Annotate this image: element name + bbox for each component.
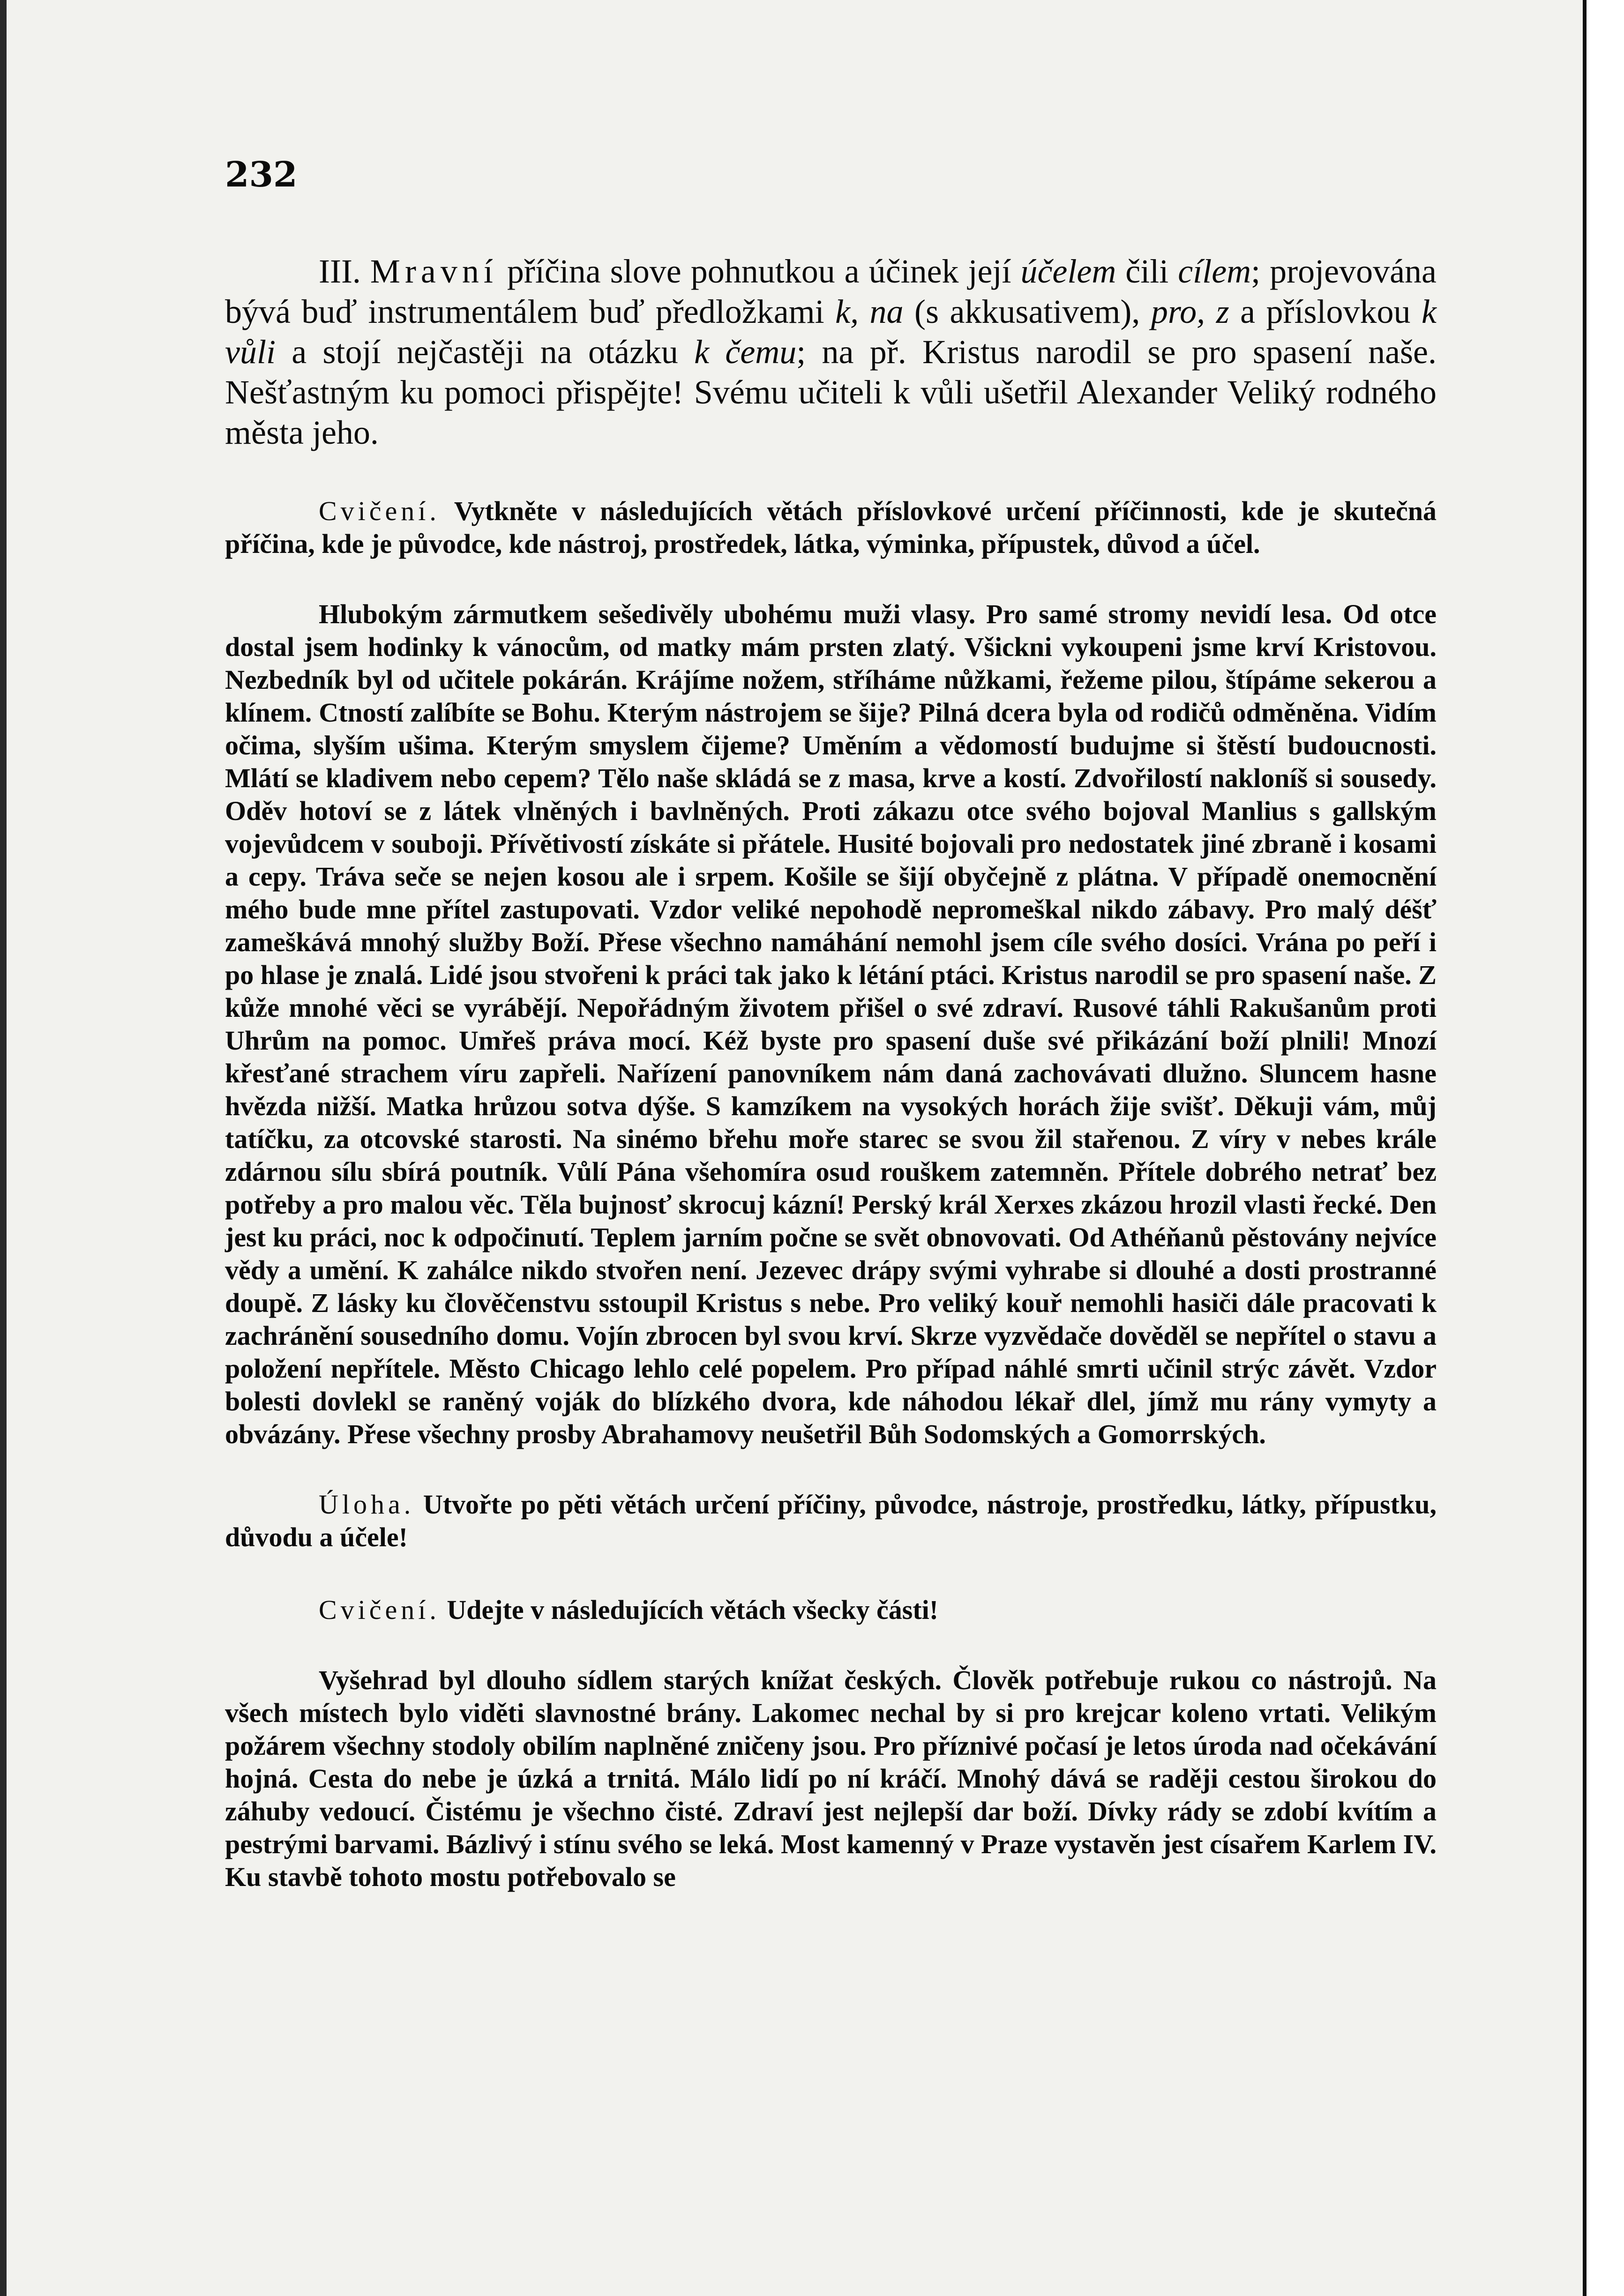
intro-italic: k vůli xyxy=(225,293,1437,371)
page-edge-shadow xyxy=(0,0,7,2296)
intro-italic: účelem xyxy=(1020,253,1116,290)
intro-italic: pro, z xyxy=(1151,293,1229,330)
intro-text: příčina slove pohnutkou a účinek její xyxy=(497,253,1021,290)
page-content xyxy=(225,155,1437,1893)
exercise-1-sentences: Hlubokým zármutkem sešedivěly ubohému muži vlasy. Pro samé stromy nevidí lesa. Od otce dostal jsem hodinky k vánocům, od matky mám prsten zlatý. Všickni vykoupeni jsme krví Kristovou. Nezbedník byl od učitele pokárán. Krájíme nožem, stříháme nůžkami, řežeme pilou, štípáme sekerou a klínem. Ctností zalíbíte se Bohu. Kterým nástrojem se šije? Pilná dcera byla od rodičů odměněna. Vidím očima, slyším ušima. Kterým smyslem čijeme? Uměním a vědomostí budujme si štěstí budoucnosti. Mlátí se kladivem nebo cepem? Tělo naše skládá se z masa, krve a kostí. Zdvořilostí nakloníš si sousedy. Oděv hotoví se z látek vlněných i bavlněných. Proti zákazu otce svého bojoval Manlius s gallským vojevůdcem v souboji. Přívětivostí získáte si přátele. Husité bojovali pro nedostatek jiné zbraně i kosami a cepy. Tráva seče se nejen kosou ale i srpem. Košile se šijí obyčejně z plátna. V případě onemocnění mého bude mne přítel zastupovati. Vzdor veliké nepohodě nepromeškal nikdo zábavy. Pro malý déšť zameškává mnohý služby Boží. Přese všechno namáhání nemohl jsem cíle svého dosíci. Vrána po peří i po hlase je znalá. Lidé jsou stvořeni k práci tak jako k létání ptáci. Kristus narodil se pro spasení naše. Z kůže mnohé věci se vyrábějí. Nepořádným životem přišel o své zdraví. Rusové táhli Rakušanům proti Uhrům na pomoc. Umřeš práva mocí. Kéž byste pro spasení duše své přikázání boží plnili! Mnozí křesťané strachem víru zapřeli. Nařízení panovníkem nám daná zachovávati dlužno. Sluncem hasne hvězda nižší. Matka hrůzou sotva dýše. S kamzíkem na vysokých horách žije svišť. Děkuji vám, můj tatíčku, za otcovské starosti. Na sinémo břehu moře starec se svou žil stařenou. Z víry v nebes krále zdárnou sílu sbírá poutník. Vůlí Pána všehomíra osud rouškem zatemněn. Přítele dobrého netrať bez potřeby a pro malou věc. Těla bujnosť skrocuj kázní! Perský král Xerxes zkázou hrozil vlasti řecké. Den jest ku práci, noc k odpočinutí. Teplem jarním počne se svět obnovovati. Od Athéňanů pěstovány nejvíce vědy a umění. K zahálce nikdo stvořen není. Jezevec drápy svými vyhrabe si dlouhé a dosti prostranné doupě. Z lásky ku člověčenstvu sstoupil Kristus s nebe. Pro veliký kouř nemohli hasiči dále pracovati k zachránění sousedního domu. Vojín zbrocen byl svou krví. Skrze vyzvědače dověděl se nepřítel o stavu a položení nepřítele. Město Chicago lehlo celé popelem. Pro případ náhlé smrti učinil strýc závět. Vzdor bolesti dovlekl se raněný voják do blízkého dvora, kde náhodou lékař dlel, jímž mu rány vymyty a obvázány. Přese všechny prosby Abrahamovy neušetřil Bůh Sodomských a Gomorrských. xyxy=(225,599,1437,1449)
exercise-2-sentences: Vyšehrad byl dlouho sídlem starých knížat českých. Člověk potřebuje rukou co nástrojů. Na všech místech bylo viděti slavnostné brány. Lakomec nechal by si pro krejcar koleno vrtati. Velikým požárem všechny stodoly obilím naplněné zničeny jsou. Pro příznivé počasí je letos úroda nad očekávání hojná. Cesta do nebe je úzká a trnitá. Málo lidí po ní kráčí. Mnohý dává se raději cestou širokou do záhuby vedoucí. Čistému je všechno čisté. Zdraví jest nejlepší dar boží. Dívky rády se zdobí kvítím a pestrými barvami. Bázlivý i stínu svého se leká. Most kamenný v Praze vystavěn jest císařem Karlem IV. Ku stavbě tohoto mostu potřebovalo se xyxy=(225,1665,1437,1892)
exercise-instruction-text: Udejte v následujících větách všecky části! xyxy=(440,1595,939,1625)
intro-italic: cílem xyxy=(1178,253,1251,290)
section-term: Mravní xyxy=(370,253,498,290)
task-text: Utvořte po pěti větách určení příčiny, původce, nástroje, prostředku, látky, přípustku, důvodu a účele! xyxy=(225,1489,1437,1552)
intro-text: ; projevována bývá buď instrumentálem buď předložkami xyxy=(225,253,1437,330)
task-instruction xyxy=(225,1488,1437,1554)
intro-text: a příslovkou xyxy=(1229,293,1422,330)
intro-text: čili xyxy=(1116,253,1178,290)
intro-italic: k, na xyxy=(835,293,904,330)
section-numeral: III. xyxy=(319,253,361,290)
exercise-label: Cvičení. xyxy=(319,496,440,526)
intro-italic: k čemu xyxy=(694,333,797,371)
intro-text: (s akkusativem), xyxy=(903,293,1151,330)
page-gutter xyxy=(1583,0,1624,2296)
section-intro-paragraph xyxy=(225,251,1437,453)
exercise-1-instruction xyxy=(225,495,1437,560)
exercise-2-instruction xyxy=(225,1594,1437,1626)
intro-text: ; na př. Kristus narodil se pro spasení naše. Nešťastným ku pomoci přispějte! Svému učiteli k vůli ušetřil Alexander Veliký rodného města jeho. xyxy=(225,333,1437,451)
exercise-instruction-text: Vytkněte v následujících větách příslovkové určení příčinnosti, kde je skutečná příčina, kde je původce, kde nástroj, prostředek, látka, výminka, přípustek, důvod a účel. xyxy=(225,496,1437,559)
task-label: Úloha. xyxy=(319,1489,415,1520)
exercise-label: Cvičení. xyxy=(319,1595,440,1625)
intro-text: a stojí nejčastěji na otázku xyxy=(275,333,695,371)
page-number: 232 xyxy=(225,155,298,195)
